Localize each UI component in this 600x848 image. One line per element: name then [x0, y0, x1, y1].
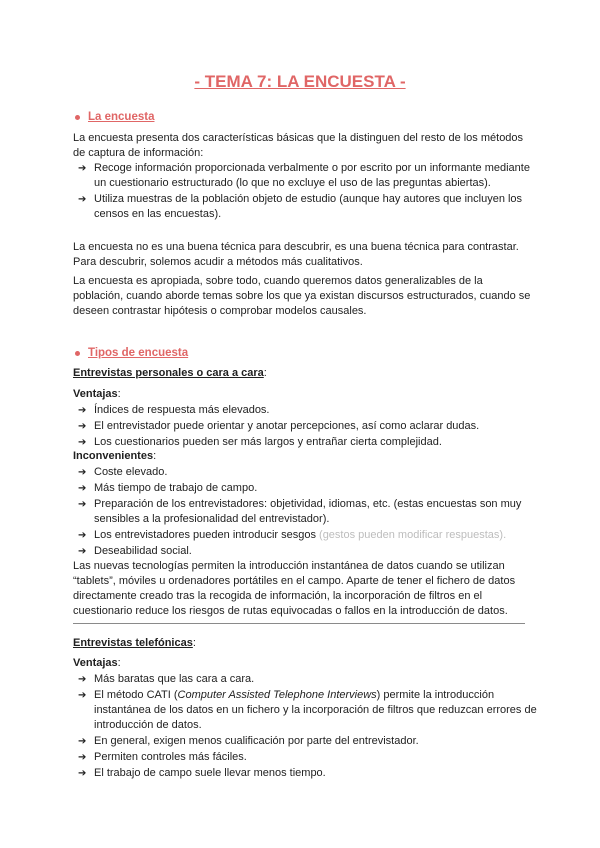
list-item: ➔ Deseabilidad social. — [78, 545, 192, 557]
bullet-dot-icon — [75, 351, 80, 356]
label-ventajas: Ventajas: — [73, 388, 121, 400]
section-heading-label: La encuesta — [88, 111, 155, 123]
list-item: ➔ El trabajo de campo suele llevar menos tiempo. — [78, 767, 326, 779]
arrow-right-icon: ➔ — [78, 752, 87, 763]
arrow-right-icon: ➔ — [78, 674, 87, 685]
sesgos-note: (gestos pueden modificar respuestas). — [319, 529, 507, 541]
arrow-right-icon: ➔ — [78, 546, 87, 557]
list-item: ➔ Recoge información proporcionada verbalmente o por escrito por un informante mediante un cuestionario estructurado (lo que no excluye el uso de las preguntas abiertas). — [78, 162, 530, 189]
paragraph-apropiada: La encuesta es apropiada, sobre todo, cuando queremos datos generalizables de la población, cuando aborde temas sobre los que ya existan discursos estructurados, cuando se deseen contrastar hipótesis o comprobar modelos causales. — [73, 275, 531, 317]
list-item: ➔ Índices de respuesta más elevados. — [78, 404, 270, 416]
section-heading-label: Tipos de encuesta — [88, 347, 189, 359]
list-caracteristicas — [78, 161, 538, 223]
list-item: ➔ Utiliza muestras de la población objeto de estudio (aunque hay autores que incluyen los censos en las encuestas). — [78, 193, 523, 220]
arrow-right-icon: ➔ — [78, 405, 87, 416]
list-item: ➔ Preparación de los entrevistadores: objetividad, idiomas, etc. (estas encuestas son muy sensibles a la profesionalidad del entrevistador). — [78, 498, 522, 525]
arrow-right-icon: ➔ — [78, 499, 87, 510]
paragraph-tecnologias: Las nuevas tecnologías permiten la introducción instantánea de datos cuando se utilizan “tablets”, móviles u ordenadores portátiles en el campo. Aparte de tener el fichero de datos directamente creado tras la recogida de información, la incorporación de filtros en el cuestionario reduce los riesgos de rutas equivocadas o fallos en la introducción de datos. — [73, 560, 516, 617]
list-ventajas-telefonicas — [78, 672, 538, 782]
section-heading-tipos — [75, 346, 188, 361]
arrow-right-icon: ➔ — [78, 690, 87, 701]
arrow-right-icon: ➔ — [78, 437, 87, 448]
paragraph-intro: La encuesta presenta dos características básicas que la distinguen del resto de los métodos de captura de información: — [73, 132, 524, 159]
list-item: ➔ El método CATI (Computer Assisted Telephone Interviews) permite la introducción instantánea de los datos en un fichero y la incorporación de filtros que reduzcan errores de introducción de datos. — [78, 689, 537, 731]
arrow-right-icon: ➔ — [78, 421, 87, 432]
arrow-right-icon: ➔ — [78, 530, 87, 541]
arrow-right-icon: ➔ — [78, 467, 87, 478]
section-heading-la-encuesta — [75, 110, 154, 125]
bullet-dot-icon — [75, 115, 80, 120]
list-item: ➔ Permiten controles más fáciles. — [78, 751, 247, 763]
label-ventajas-telefonicas: Ventajas: — [73, 657, 121, 669]
list-item: ➔ Más tiempo de trabajo de campo. — [78, 482, 258, 494]
list-item: ➔ En general, exigen menos cualificación por parte del entrevistador. — [78, 735, 419, 747]
list-item: ➔ Los entrevistadores pueden introducir sesgos (gestos pueden modificar respuestas). — [78, 529, 507, 541]
subheading-personales: Entrevistas personales o cara a cara: — [73, 367, 267, 379]
page-title: - TEMA 7: LA ENCUESTA - — [194, 72, 406, 91]
horizontal-divider — [73, 623, 525, 624]
arrow-right-icon: ➔ — [78, 483, 87, 494]
label-inconvenientes: Inconvenientes: — [73, 450, 157, 462]
arrow-right-icon: ➔ — [78, 768, 87, 779]
arrow-right-icon: ➔ — [78, 194, 87, 205]
paragraph-contrastar: La encuesta no es una buena técnica para descubrir, es una buena técnica para contrastar. Para descubrir, solemos acudir a métodos más cualitativos. — [73, 241, 519, 268]
list-ventajas-personales — [78, 403, 538, 451]
subheading-telefonicas: Entrevistas telefónicas: — [73, 637, 196, 649]
arrow-right-icon: ➔ — [78, 163, 87, 174]
list-inconvenientes-personales — [78, 465, 538, 560]
list-item: ➔ Coste elevado. — [78, 466, 168, 478]
list-item: ➔ Los cuestionarios pueden ser más largos y entrañar cierta complejidad. — [78, 436, 442, 448]
arrow-right-icon: ➔ — [78, 736, 87, 747]
list-item: ➔ El entrevistador puede orientar y anotar percepciones, así como aclarar dudas. — [78, 420, 480, 432]
list-item: ➔ Más baratas que las cara a cara. — [78, 673, 255, 685]
